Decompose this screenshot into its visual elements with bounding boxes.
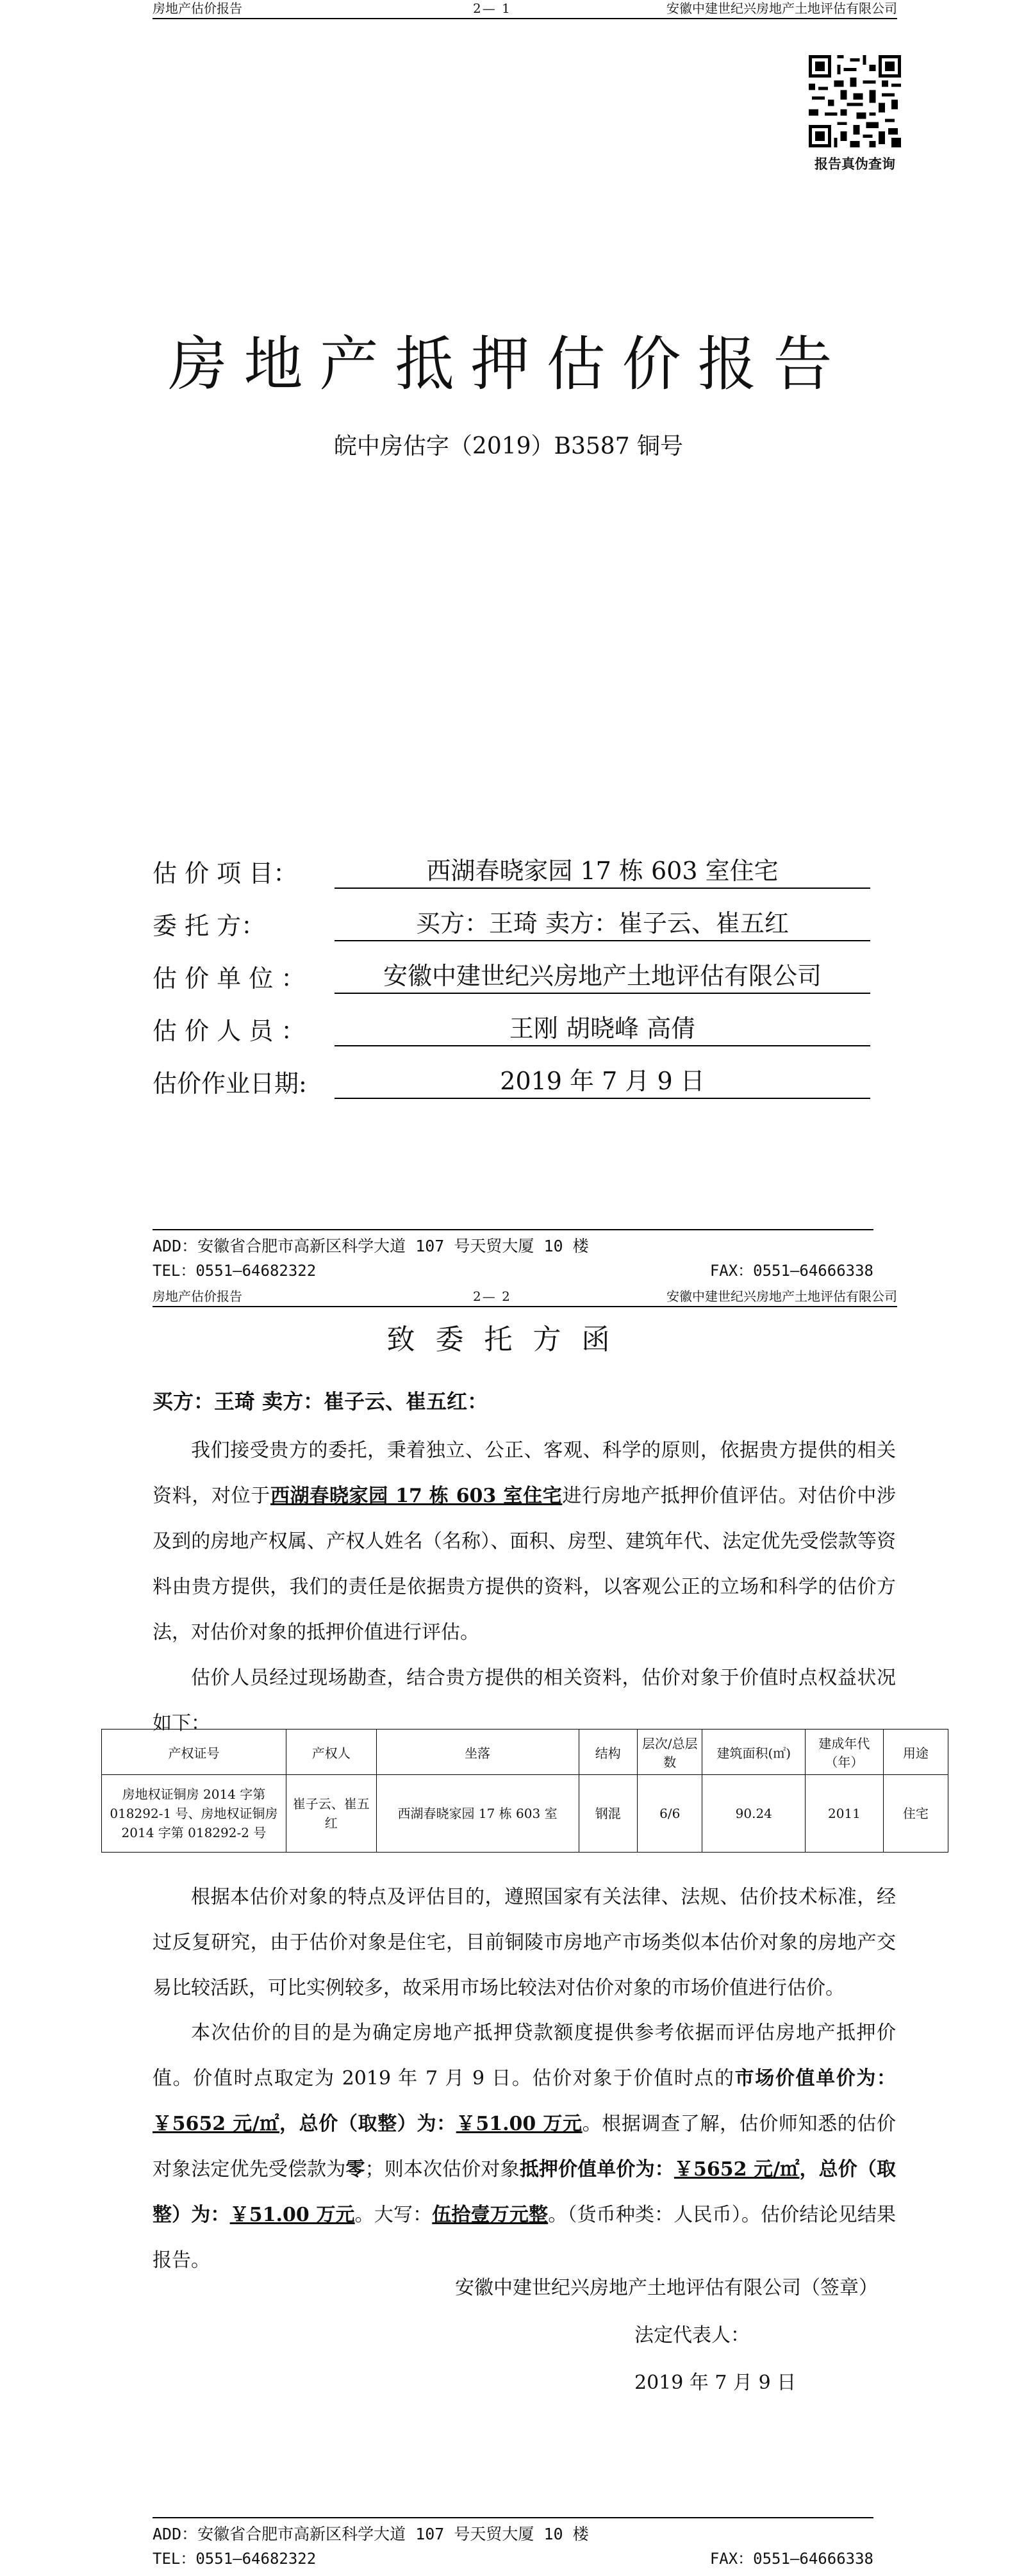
text-run: ；则本次估价对象 <box>365 2158 520 2181</box>
mortgage-unit-price: ￥5652 元/㎡ <box>674 2158 800 2181</box>
text-run: 进行房地产抵押价值评估。对估价中涉及到的房地产权属、产权人姓名（名称）、面积、房型、建筑年代、法定优先受偿款等资料由贵方提供，我们的责任是依据贵方提供的资料，以客观公正的立场和科学的估价方法，对估价对象的抵押价值进行评估。 <box>153 1485 897 1644</box>
cover-info-table <box>153 836 870 1099</box>
table-header: 结构 <box>579 1730 637 1775</box>
header-title: 房地产估价报告 <box>153 1289 242 1304</box>
info-label: 估 价 单 位 ： <box>153 964 306 993</box>
page-header <box>153 0 897 19</box>
header-page-number: 2— 2 <box>473 1289 511 1304</box>
text-run: ，总价（取整）为： <box>279 2113 456 2135</box>
table-header: 产权证号 <box>102 1730 286 1775</box>
info-value: 西湖春晓家园 17 栋 603 室住宅 <box>335 851 870 889</box>
header-page-number: 2— 1 <box>473 1 511 16</box>
info-value: 买方：王琦 卖方：崔子云、崔五红 <box>335 904 870 941</box>
table-header: 产权人 <box>286 1730 376 1775</box>
info-row-date <box>153 1046 870 1099</box>
qr-code-block[interactable] <box>809 55 901 173</box>
footer-contact <box>153 2547 873 2571</box>
header-company: 安徽中建世纪兴房地产土地评估有限公司 <box>666 1289 897 1304</box>
info-label: 估 价 人 员 ： <box>153 1017 306 1045</box>
table-header: 用途 <box>883 1730 948 1775</box>
footer-contact <box>153 1259 873 1283</box>
footer-fax: FAX：0551—64666338 <box>709 1262 873 1280</box>
table-cell: 住宅 <box>883 1775 948 1853</box>
market-unit-price-label: 市场价值单价为： <box>734 2067 896 2090</box>
footer-fax: FAX：0551—64666338 <box>709 2550 873 2568</box>
text-run: 本次估价的目的是为确定房地产抵押贷款额度提供参考依据而评估房地产抵押价值。价值时点取定为 2019 年 7 月 9 日。估价对象于价值时点的 <box>153 2022 896 2090</box>
qr-caption: 报告真伪查询 <box>814 156 895 172</box>
table-cell: 崔子云、崔五红 <box>286 1775 376 1853</box>
market-total-price: ￥51.00 万元 <box>456 2113 583 2135</box>
letter-heading: 致委托方函 <box>386 1323 631 1356</box>
text-run: 。（货币种类：人民币）。估价结论见结果报告。 <box>153 2204 897 2272</box>
info-value: 王刚 胡晓峰 高倩 <box>335 1009 870 1046</box>
table-header: 建筑面积(㎡) <box>702 1730 806 1775</box>
property-address: 西湖春晓家园 17 栋 603 室住宅 <box>270 1485 563 1507</box>
letter-paragraph-1 <box>153 1428 896 1655</box>
letter-paragraph-3: 根据本估价对象的特点及评估目的，遵照国家有关法律、法规、估价技术标准，经过反复研究，由于估价对象是住宅，目前铜陵市房地产市场类似本估价对象的房地产交易比较活跃，可比实例较多，故采用市场比较法对估价对象的市场价值进行估价。 <box>153 1886 896 1999</box>
page-footer <box>153 2517 873 2571</box>
priority-claim-value: 零 <box>345 2158 365 2181</box>
table-header: 层次/总层数 <box>637 1730 702 1775</box>
table-row <box>102 1775 948 1853</box>
info-value: 安徽中建世纪兴房地产土地评估有限公司 <box>335 956 870 994</box>
footer-divider <box>153 2517 873 2518</box>
info-row-appraisers <box>153 994 870 1046</box>
property-table <box>101 1729 948 1853</box>
text-run: ，总价（取整）为： <box>153 2158 897 2226</box>
info-value: 2019 年 7 月 9 日 <box>335 1061 870 1099</box>
table-cell: 2011 <box>806 1775 884 1853</box>
footer-address: ADD：安徽省合肥市高新区科学大道 107 号天贸大厦 10 楼 <box>153 2525 589 2543</box>
table-header: 建成年代（年） <box>806 1730 884 1775</box>
document-number: 皖中房估字（2019）B3587 铜号 <box>333 433 684 459</box>
text-run: 。根据调查了解，估价师知悉的估价对象法定优先受偿款为 <box>153 2113 897 2181</box>
info-row-client <box>153 889 870 941</box>
info-row-project <box>153 836 870 889</box>
letter-paragraph-2: 估价人员经过现场勘查，结合贵方提供的相关资料，估价对象于价值时点权益状况如下： <box>153 1667 896 1735</box>
mortgage-unit-price-label: 抵押价值单价为： <box>519 2158 674 2181</box>
header-company: 安徽中建世纪兴房地产土地评估有限公司 <box>666 1 897 16</box>
table-header-row <box>102 1730 948 1775</box>
amount-in-words: 伍拾壹万元整 <box>432 2204 549 2226</box>
text-run: 我们接受贵方的委托，秉着独立、公正、客观、科学的原则，依据贵方提供的相关资料，对位于 <box>153 1439 896 1507</box>
market-unit-price: ￥5652 元/㎡ <box>153 2113 280 2135</box>
footer-tel: TEL：0551—64682322 <box>153 1262 317 1280</box>
header-title: 房地产估价报告 <box>153 1 242 16</box>
table-header: 坐落 <box>376 1730 579 1775</box>
mortgage-total-price: ￥51.00 万元 <box>229 2204 355 2226</box>
text-run: 。大写： <box>354 2204 433 2226</box>
page-letter <box>0 1288 1017 2576</box>
info-label: 估 价 项 目： <box>153 859 298 888</box>
legal-representative: 法定代表人： <box>634 2324 750 2347</box>
info-label: 委 托 方： <box>153 912 266 940</box>
table-cell: 房地权证铜房 2014 字第 018292-1 号、房地权证铜房 2014 字第 018292-2 号 <box>102 1775 286 1853</box>
footer-address: ADD：安徽省合肥市高新区科学大道 107 号天贸大厦 10 楼 <box>153 1237 589 1255</box>
table-cell: 6/6 <box>637 1775 702 1853</box>
footer-divider <box>153 1229 873 1230</box>
info-row-appraiser-company <box>153 941 870 994</box>
signer-company: 安徽中建世纪兴房地产土地评估有限公司（签章） <box>455 2277 878 2299</box>
footer-tel: TEL：0551—64682322 <box>153 2550 317 2568</box>
table-cell: 西湖春晓家园 17 栋 603 室 <box>376 1775 579 1853</box>
page-header <box>153 1288 897 1307</box>
letter-addressee: 买方：王琦 卖方：崔子云、崔五红： <box>153 1389 488 1414</box>
letter-date: 2019 年 7 月 9 日 <box>634 2372 797 2394</box>
table-cell: 90.24 <box>702 1775 806 1853</box>
letter-paragraph-4 <box>153 2010 896 2283</box>
table-cell: 钢混 <box>579 1775 637 1853</box>
page-footer <box>153 1229 873 1283</box>
report-title: 房地产抵押估价报告 <box>168 330 849 399</box>
info-label: 估价作业日期: <box>153 1069 307 1098</box>
qr-code-icon[interactable] <box>809 55 901 147</box>
